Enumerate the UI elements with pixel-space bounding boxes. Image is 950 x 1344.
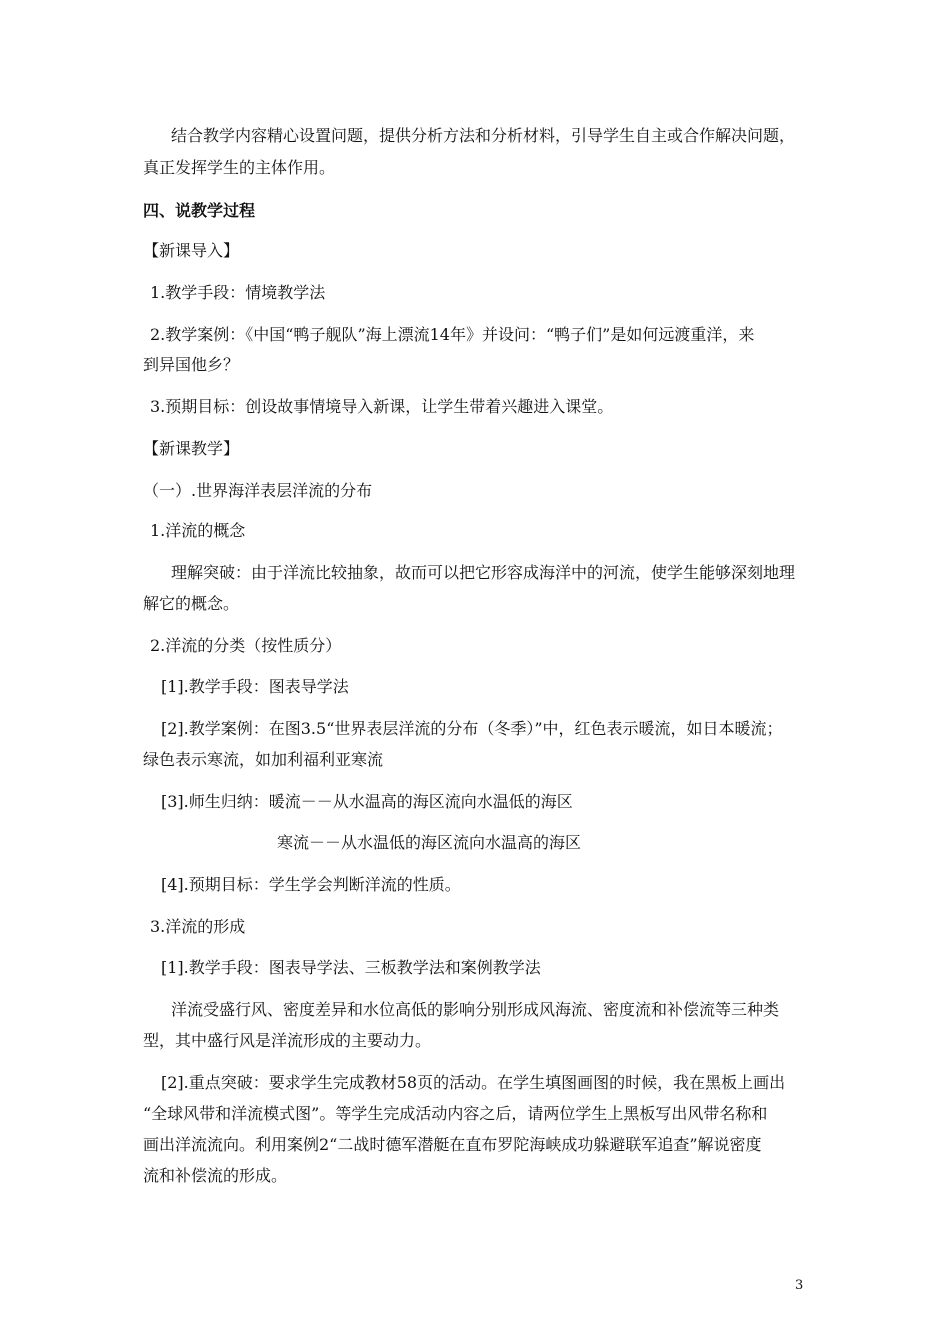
sub-list-item: [3].师生归纳：暖流－－从水温高的海区流向水温低的海区	[161, 792, 573, 811]
list-item: 1.教学手段：情境教学法	[150, 283, 326, 302]
para-line: 画出洋流流向。利用案例2“二战时德军潜艇在直布罗陀海峡成功躲避联军追查”解说密度	[143, 1135, 762, 1154]
sub-list-item-continued: 寒流－－从水温低的海区流向水温高的海区	[277, 833, 582, 852]
list-item: 3.预期目标：创设故事情境导入新课，让学生带着兴趣进入课堂。	[150, 397, 614, 416]
para-line-1: 结合教学内容精心设置问题，提供分析方法和分析材料，引导学生自主或合作解决问题，	[171, 126, 796, 145]
sub-list-item: [1].教学手段：图表导学法	[161, 677, 349, 696]
section-heading: 四、说教学过程	[143, 201, 256, 220]
topic-heading: （一）.世界海洋表层洋流的分布	[143, 481, 373, 500]
subsection-label: 【新课教学】	[143, 439, 240, 458]
para-line: 理解突破：由于洋流比较抽象，故而可以把它形容成海洋中的河流，使学生能够深刻地理	[171, 563, 796, 582]
list-item: 2.洋流的分类（按性质分）	[150, 636, 342, 655]
para-line: 洋流受盛行风、密度差异和水位高低的影响分别形成风海流、密度流和补偿流等三种类	[171, 1000, 780, 1019]
sub-list-item: [2].教学案例：在图3.5“世界表层洋流的分布（冬季）”中，红色表示暖流，如日本暖流；	[161, 719, 783, 738]
sub-list-item: [4].预期目标：学生学会判断洋流的性质。	[161, 875, 461, 894]
list-item: 3.洋流的形成	[150, 917, 246, 936]
page-number: 3	[795, 1278, 804, 1293]
subsection-label: 【新课导入】	[143, 241, 240, 260]
para-line: 型，其中盛行风是洋流形成的主要动力。	[143, 1031, 432, 1050]
para-line-2: 真正发挥学生的主体作用。	[143, 158, 336, 177]
list-item-continued: 到异国他乡？	[143, 355, 240, 374]
list-item: 2.教学案例：《中国“鸭子舰队”海上漂流14年》并设问：“鸭子们”是如何远渡重洋，来	[150, 325, 755, 344]
list-item: 1.洋流的概念	[150, 521, 246, 540]
para-line: 解它的概念。	[143, 594, 240, 613]
para-line: 流和补偿流的形成。	[143, 1166, 288, 1185]
sub-list-item: [2].重点突破：要求学生完成教材58页的活动。在学生填图画图的时候，我在黑板上画出	[161, 1073, 786, 1092]
sub-list-item: [1].教学手段：图表导学法、三板教学法和案例教学法	[161, 958, 541, 977]
para-line: “全球风带和洋流模式图”。等学生完成活动内容之后，请两位学生上黑板写出风带名称和	[143, 1104, 768, 1123]
sub-list-item-continued: 绿色表示寒流，如加利福利亚寒流	[143, 750, 384, 769]
